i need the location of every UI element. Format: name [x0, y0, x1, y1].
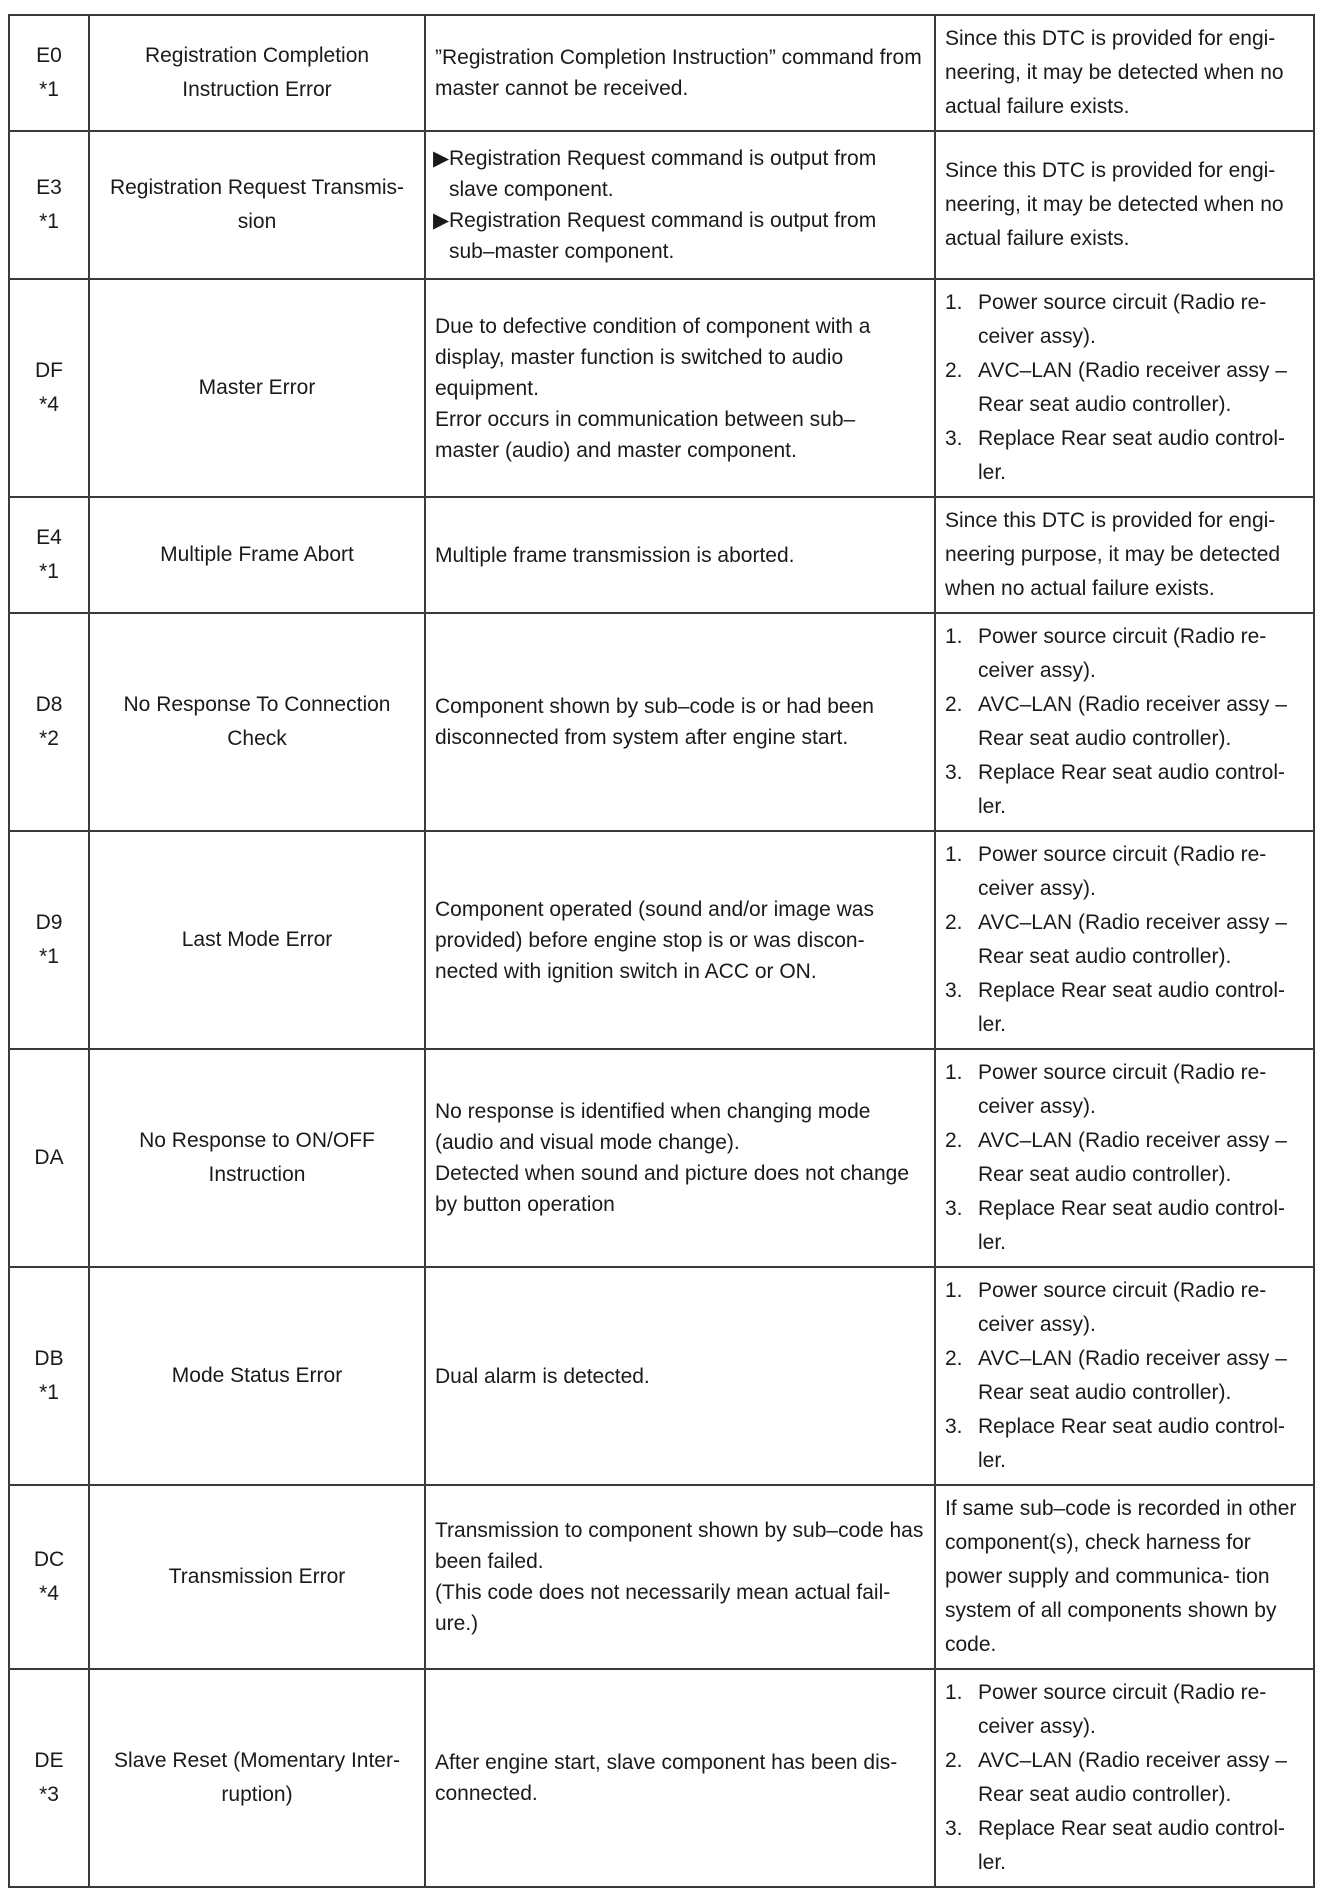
dtc-name-line: No Response to ON/OFF	[139, 1129, 375, 1152]
trouble-area-number: 2.	[945, 1749, 963, 1772]
dtc-row	[9, 831, 1314, 1049]
dtc-trouble-area-cell	[935, 1267, 1314, 1485]
dtc-condition-text: (This code does not necessarily mean actual fail- ure.)	[435, 1581, 891, 1635]
dtc-condition-cell	[425, 1485, 935, 1669]
trouble-area-text: Replace Rear seat audio control- ler.	[978, 1197, 1286, 1254]
dtc-condition-cell	[425, 1669, 935, 1887]
dtc-condition-text: After engine start, slave component has been dis- connected.	[435, 1751, 898, 1805]
dtc-name-cell	[89, 1485, 425, 1669]
trouble-area-number: 2.	[945, 693, 963, 716]
dtc-row	[9, 279, 1314, 497]
dtc-code: DC	[33, 1548, 65, 1571]
trouble-area-number: 3.	[945, 761, 963, 784]
dtc-name-line: Check	[227, 727, 287, 750]
dtc-code-cell	[9, 613, 89, 831]
dtc-note: *1	[39, 1381, 59, 1404]
dtc-code-cell	[9, 831, 89, 1049]
trouble-area-number: 1.	[945, 291, 963, 314]
dtc-code-cell	[9, 131, 89, 279]
trouble-area-text: Replace Rear seat audio control- ler.	[978, 1415, 1286, 1472]
dtc-condition-text: Registration Request command is output from sub–master component.	[449, 209, 877, 263]
dtc-condition-cell	[425, 831, 935, 1049]
dtc-note: *3	[39, 1783, 59, 1806]
dtc-condition-text: Component operated (sound and/or image was provided) before engine stop is or was discon- nected with ignition switch in ACC or ON.	[435, 897, 874, 983]
trouble-area-text: AVC–LAN (Radio receiver assy – Rear seat audio controller).	[978, 693, 1287, 750]
dtc-name-line: Registration Request Transmis-	[109, 176, 405, 199]
dtc-name-line: Transmission Error	[168, 1565, 346, 1588]
trouble-area-number: 3.	[945, 979, 963, 1002]
trouble-area-number: 1.	[945, 1681, 963, 1704]
dtc-code: DF	[35, 359, 63, 382]
dtc-row	[9, 1669, 1314, 1887]
trouble-area-item	[945, 974, 1304, 1042]
dtc-condition-text: Registration Request command is output from slave component.	[449, 147, 877, 201]
dtc-condition-text: Detected when sound and picture does not change by button operation	[435, 1162, 910, 1216]
dtc-code: DB	[34, 1347, 64, 1370]
trouble-area-number: 2.	[945, 359, 963, 382]
trouble-area-text: AVC–LAN (Radio receiver assy – Rear seat audio controller).	[978, 359, 1287, 416]
dtc-row	[9, 1485, 1314, 1669]
trouble-area-list	[945, 1274, 1304, 1478]
dtc-condition-text: Transmission to component shown by sub–code has been failed.	[435, 1519, 924, 1573]
trouble-area-text: Replace Rear seat audio control- ler.	[978, 427, 1286, 484]
triangle-bullet-icon: ▶	[433, 147, 450, 170]
trouble-area-item	[945, 688, 1304, 756]
dtc-condition-cell	[425, 613, 935, 831]
dtc-condition-text: ”Registration Completion Instruction” command from master cannot be received.	[435, 46, 922, 100]
dtc-code-cell	[9, 1669, 89, 1887]
dtc-condition-cell	[425, 1267, 935, 1485]
dtc-condition-text: No response is identified when changing mode (audio and visual mode change).	[435, 1100, 871, 1154]
dtc-code: D9	[35, 911, 63, 934]
trouble-area-text: If same sub–code is recorded in other component(s), check harness for power supply and communica- tion system of all components shown by code.	[945, 1497, 1297, 1656]
dtc-condition-text: Dual alarm is detected.	[435, 1364, 650, 1388]
dtc-condition-cell	[425, 497, 935, 613]
dtc-trouble-area-cell	[935, 1049, 1314, 1267]
trouble-area-text: AVC–LAN (Radio receiver assy – Rear seat audio controller).	[978, 1347, 1287, 1404]
dtc-note: *1	[39, 945, 59, 968]
trouble-area-text: Power source circuit (Radio re- ceiver assy).	[978, 291, 1267, 348]
trouble-area-text: Since this DTC is provided for engi- neering, it may be detected when no actual failure exists.	[945, 27, 1284, 118]
trouble-area-text: Power source circuit (Radio re- ceiver assy).	[978, 1061, 1267, 1118]
dtc-name-cell	[89, 1049, 425, 1267]
trouble-area-number: 1.	[945, 1061, 963, 1084]
trouble-area-text: Power source circuit (Radio re- ceiver assy).	[978, 843, 1267, 900]
trouble-area-number: 2.	[945, 911, 963, 934]
trouble-area-item	[945, 1192, 1304, 1260]
dtc-code-cell	[9, 279, 89, 497]
trouble-area-text: AVC–LAN (Radio receiver assy – Rear seat audio controller).	[978, 1749, 1287, 1806]
trouble-area-text: Power source circuit (Radio re- ceiver assy).	[978, 1681, 1267, 1738]
dtc-row	[9, 1049, 1314, 1267]
dtc-trouble-area-cell	[935, 1669, 1314, 1887]
trouble-area-item	[945, 1812, 1304, 1880]
dtc-code: E3	[36, 176, 62, 199]
trouble-area-item	[945, 906, 1304, 974]
dtc-trouble-area-cell	[935, 1485, 1314, 1669]
trouble-area-text: Since this DTC is provided for engi- neering, it may be detected when no actual failure exists.	[945, 159, 1284, 250]
dtc-trouble-area-cell	[935, 613, 1314, 831]
dtc-name-line: ruption)	[221, 1783, 293, 1806]
trouble-area-item	[945, 1676, 1304, 1744]
dtc-trouble-area-cell	[935, 279, 1314, 497]
dtc-name-line: Slave Reset (Momentary Inter-	[114, 1749, 400, 1772]
trouble-area-text: Replace Rear seat audio control- ler.	[978, 979, 1286, 1036]
trouble-area-text: Replace Rear seat audio control- ler.	[978, 1817, 1286, 1874]
dtc-condition-cell	[425, 279, 935, 497]
dtc-name-cell	[89, 279, 425, 497]
dtc-row	[9, 1267, 1314, 1485]
dtc-note: *4	[39, 393, 59, 416]
dtc-code: E0	[36, 44, 62, 67]
trouble-area-text: Since this DTC is provided for engi- neering purpose, it may be detected when no actual failure exists.	[945, 509, 1281, 600]
trouble-area-number: 3.	[945, 427, 963, 450]
dtc-name-line: Master Error	[198, 376, 316, 399]
triangle-bullet-icon: ▶	[433, 209, 450, 232]
trouble-area-item	[945, 756, 1304, 824]
dtc-row	[9, 131, 1314, 279]
dtc-note: *1	[39, 210, 59, 233]
dtc-name-line: Instruction	[208, 1163, 306, 1186]
dtc-note: *4	[39, 1582, 59, 1605]
dtc-code: DA	[34, 1146, 64, 1169]
dtc-name-line: Last Mode Error	[181, 928, 333, 951]
dtc-trouble-area-cell	[935, 497, 1314, 613]
dtc-note: *2	[39, 727, 59, 750]
dtc-condition-cell	[425, 1049, 935, 1267]
trouble-area-list	[945, 838, 1304, 1042]
dtc-code-cell	[9, 1267, 89, 1485]
dtc-table-body	[9, 15, 1314, 1887]
dtc-trouble-area-cell	[935, 15, 1314, 131]
trouble-area-number: 3.	[945, 1817, 963, 1840]
trouble-area-number: 2.	[945, 1129, 963, 1152]
trouble-area-text: Power source circuit (Radio re- ceiver assy).	[978, 625, 1267, 682]
trouble-area-number: 2.	[945, 1347, 963, 1370]
dtc-condition-cell	[425, 131, 935, 279]
dtc-note: *1	[39, 78, 59, 101]
dtc-code-cell	[9, 497, 89, 613]
dtc-name-cell	[89, 831, 425, 1049]
dtc-code-cell	[9, 15, 89, 131]
dtc-name-line: Registration Completion	[144, 44, 370, 67]
trouble-area-number: 1.	[945, 843, 963, 866]
trouble-area-text: Power source circuit (Radio re- ceiver assy).	[978, 1279, 1267, 1336]
trouble-area-text: AVC–LAN (Radio receiver assy – Rear seat audio controller).	[978, 1129, 1287, 1186]
dtc-trouble-area-cell	[935, 831, 1314, 1049]
trouble-area-list	[945, 286, 1304, 490]
trouble-area-item	[945, 422, 1304, 490]
dtc-name-line: No Response To Connection	[123, 693, 391, 716]
dtc-name-cell	[89, 131, 425, 279]
trouble-area-item	[945, 620, 1304, 688]
trouble-area-item	[945, 1124, 1304, 1192]
dtc-name-line: sion	[237, 210, 277, 233]
trouble-area-item	[945, 1410, 1304, 1478]
dtc-condition-bullet-item	[435, 205, 925, 267]
dtc-condition-cell	[425, 15, 935, 131]
dtc-code-cell	[9, 1049, 89, 1267]
trouble-area-text: Replace Rear seat audio control- ler.	[978, 761, 1286, 818]
dtc-name-cell	[89, 15, 425, 131]
dtc-condition-text: Component shown by sub–code is or had been disconnected from system after engine start.	[435, 695, 874, 749]
trouble-area-number: 1.	[945, 625, 963, 648]
trouble-area-number: 1.	[945, 1279, 963, 1302]
dtc-name-cell	[89, 497, 425, 613]
dtc-trouble-area-cell	[935, 131, 1314, 279]
dtc-row	[9, 15, 1314, 131]
dtc-condition-text: Due to defective condition of component with a display, master function is switched to audio equipment.	[435, 314, 871, 400]
trouble-area-list	[945, 620, 1304, 824]
trouble-area-item	[945, 1274, 1304, 1342]
trouble-area-item	[945, 838, 1304, 906]
trouble-area-item	[945, 1342, 1304, 1410]
dtc-table	[8, 14, 1315, 1888]
trouble-area-text: AVC–LAN (Radio receiver assy – Rear seat audio controller).	[978, 911, 1287, 968]
dtc-name-cell	[89, 1267, 425, 1485]
dtc-code: E4	[36, 526, 62, 549]
dtc-name-cell	[89, 1669, 425, 1887]
trouble-area-item	[945, 286, 1304, 354]
dtc-condition-bullet-item	[435, 143, 925, 205]
dtc-name-line: Instruction Error	[182, 78, 332, 101]
trouble-area-item	[945, 1744, 1304, 1812]
trouble-area-list	[945, 1056, 1304, 1260]
dtc-name-line: Mode Status Error	[171, 1364, 343, 1387]
dtc-name-line: Multiple Frame Abort	[160, 543, 354, 566]
dtc-row	[9, 497, 1314, 613]
trouble-area-list	[945, 1676, 1304, 1880]
dtc-code: D8	[35, 693, 63, 716]
trouble-area-item	[945, 1056, 1304, 1124]
trouble-area-item	[945, 354, 1304, 422]
dtc-note: *1	[39, 560, 59, 583]
dtc-code-cell	[9, 1485, 89, 1669]
dtc-condition-text: Multiple frame transmission is aborted.	[435, 543, 795, 567]
trouble-area-number: 3.	[945, 1415, 963, 1438]
dtc-row	[9, 613, 1314, 831]
dtc-name-cell	[89, 613, 425, 831]
trouble-area-number: 3.	[945, 1197, 963, 1220]
dtc-code: DE	[34, 1749, 64, 1772]
dtc-condition-text: Error occurs in communication between sub– master (audio) and master component.	[435, 407, 856, 462]
